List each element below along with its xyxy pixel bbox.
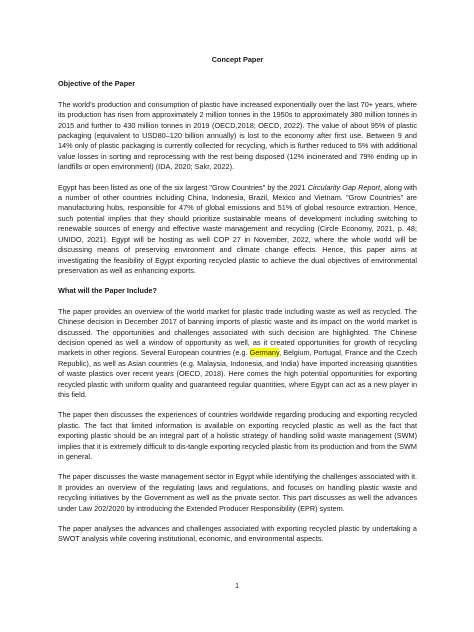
page-number: 1 bbox=[234, 581, 240, 590]
paragraph-text: The paper provides an overview of the world market for plastic trade including waste as well as recycled. The Chinese decision in December 2017 of banning imports of plastic waste and its impact on the world market is discussed. The opportunities and challenges associated with such decision are highlighted. The Chinese decision opened as well a window of opportunity as well, as it created opportunities for growth of recycling markets in other regions. Several European countries (e.g. bbox=[58, 306, 417, 358]
section-heading-objective: Objective of the Paper bbox=[58, 79, 136, 89]
document-title: Concept Paper bbox=[211, 55, 264, 64]
paragraph-swot-analysis: The paper analyses the advances and challenges associated with exporting recycled plastic by undertaking a SWOT analysis while covering institutional, economic, and environmental aspects. bbox=[58, 524, 417, 544]
section-heading-paper-include: What will the Paper Include? bbox=[58, 286, 157, 296]
paragraph-egypt-grow-countries bbox=[58, 183, 417, 277]
paragraph-plastic-production: The world’s production and consumption of plastic have increased exponentially over the last 70+ years, where its production has risen from approximately 2 million tonnes in the 1950s to approximately 380 million tonnes in 2015 and further to 430 million tonnes in 2019 (OECD,2018; OECD, 2022). The value of about 95% of plastic packaging (equivalent to USD80–120 billion annually) is lost to the economy after first use. Between 9 and 14% only of plastic packaging is currently collected for recycling, which is further reduced to 5% with additional value losses in sorting and reprocessing with the rest being disposed (12% incinerated and 79% ending up in landfills or open environment) (IDA, 2020; Sakr, 2022). bbox=[58, 99, 417, 172]
highlighted-text: Germany bbox=[249, 348, 280, 358]
paragraph-waste-management-egypt: The paper discusses the waste management sector in Egypt while identifying the challenges associated with it. It provides an overview of the regulating laws and regulations, and focuses on handling plastic waste and recycling initiatives by the Government as well as the private sector. This part discusses as well the advances under Law 202/2020 by introducing the Extended Producer Responsibility (EPR) system. bbox=[58, 472, 417, 513]
paragraph-world-market bbox=[58, 307, 417, 401]
paragraph-country-experiences: The paper then discusses the experiences of countries worldwide regarding producing and exporting recycled plastic. The fact that limited information is available on exporting recycled plastic as well as the fact that exporting plastic should be an integral part of a holistic strategy of handling solid waste management (SWM) implies that it is extremely difficult to dis-tangle exporting recycled plastic from its production and from the SWM in general. bbox=[58, 410, 417, 461]
report-title-italic: Circularity Gap Report bbox=[307, 182, 380, 192]
paragraph-text: Egypt has been listed as one of the six largest "Grow Countries" by the 2021 bbox=[58, 182, 308, 192]
paragraph-text: , Belgium, Portugal, France and the Czech Republic), as well as Asian countries (e.g. Malaysia, Indonesia, and India) have imported increasing quantities of waste plastics over recent years (OECD, 2018). Here comes the high potential opportunities for exporting recycled plastic with uniform quality and guaranteed regular quantities, where Egypt can act as a new player in this field. bbox=[58, 348, 417, 399]
paragraph-text: , along with a number of other countries including China, Indonesia, Brazil, Mexico and Vietnam. "Grow Countries" are manufacturing hubs, responsible for 47% of global emissions and 51% of global resource extraction. Hence, such potential implies that they should prioritize sustainable means of development including switching to renewable sources of energy and effective waste management and recycling (Circle Economy, 2021, p. 48; UNIDO, 2021). Egypt will be hosting as well COP 27 in November, 2022, where the whole world will be discussing means of preserving environment and climate change effects. Hence, this paper aims at investigating the feasibility of Egypt exporting recycled plastic to achieve the dual objectives of environmental preservation as well as enhancing exports. bbox=[58, 182, 417, 275]
